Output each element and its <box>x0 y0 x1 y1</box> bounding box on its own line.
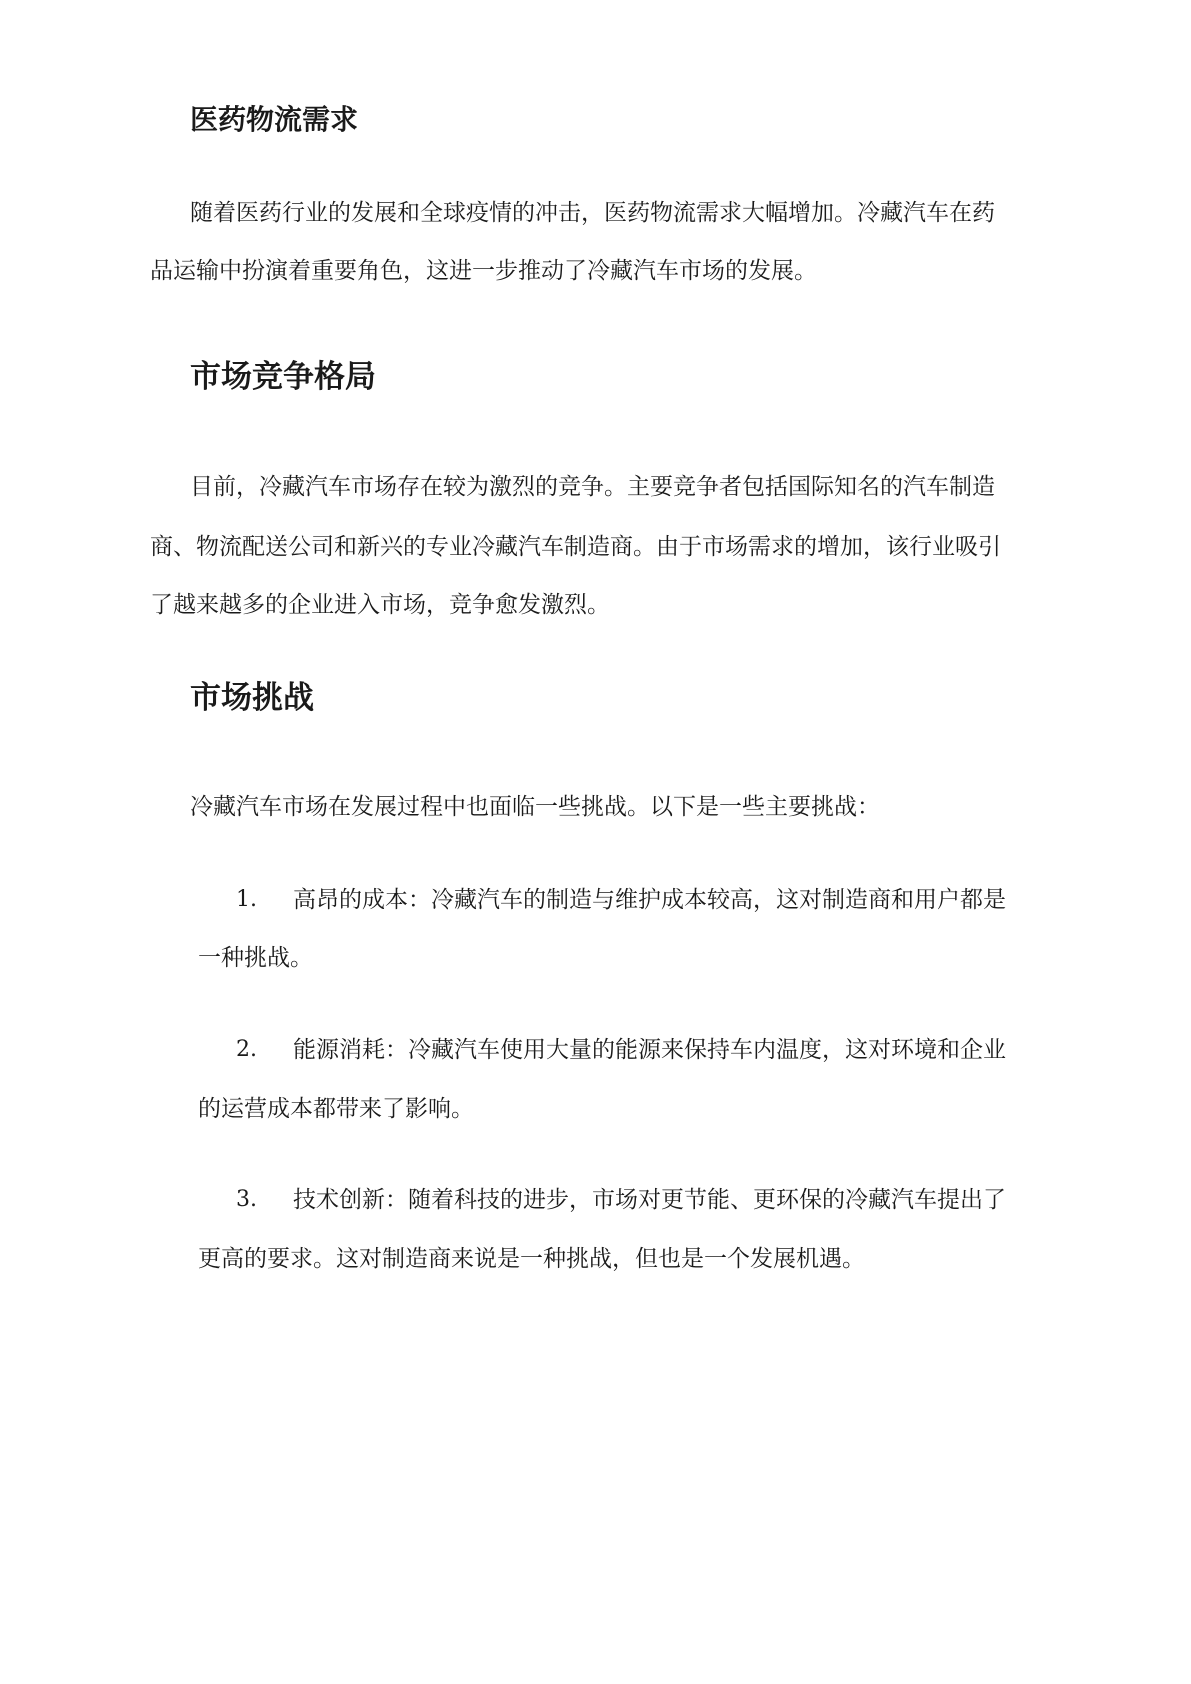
challenges-intro: 冷藏汽车市场在发展过程中也面临一些挑战。以下是一些主要挑战： <box>190 794 880 820</box>
list-number: 1. <box>236 887 257 912</box>
list-number: 3. <box>236 1187 257 1212</box>
section-heading-pharma-logistics: 医药物流需求 <box>190 103 359 136</box>
list-number: 2. <box>236 1037 257 1062</box>
paragraph-line: 品运输中扮演着重要角色，这进一步推动了冷藏汽车市场的发展。 <box>150 258 817 284</box>
list-item-line: 能源消耗：冷藏汽车使用大量的能源来保持车内温度，这对环境和企业 <box>293 1037 1006 1063</box>
paragraph-line: 目前，冷藏汽车市场存在较为激烈的竞争。主要竞争者包括国际知名的汽车制造 <box>190 474 995 500</box>
list-item-line: 一种挑战。 <box>198 945 313 971</box>
list-item-line: 更高的要求。这对制造商来说是一种挑战，但也是一个发展机遇。 <box>198 1246 865 1272</box>
section-heading-challenges: 市场挑战 <box>190 680 314 716</box>
list-item-line: 技术创新：随着科技的进步，市场对更节能、更环保的冷藏汽车提出了 <box>293 1187 1006 1213</box>
paragraph-line: 随着医药行业的发展和全球疫情的冲击，医药物流需求大幅增加。冷藏汽车在药 <box>190 200 995 226</box>
list-item-line: 高昂的成本：冷藏汽车的制造与维护成本较高，这对制造商和用户都是 <box>293 887 1006 913</box>
paragraph-line: 了越来越多的企业进入市场，竞争愈发激烈。 <box>150 592 610 618</box>
paragraph-line: 商、物流配送公司和新兴的专业冷藏汽车制造商。由于市场需求的增加，该行业吸引 <box>150 534 1001 560</box>
section-heading-competition: 市场竞争格局 <box>190 359 376 395</box>
list-item-line: 的运营成本都带来了影响。 <box>198 1096 474 1122</box>
